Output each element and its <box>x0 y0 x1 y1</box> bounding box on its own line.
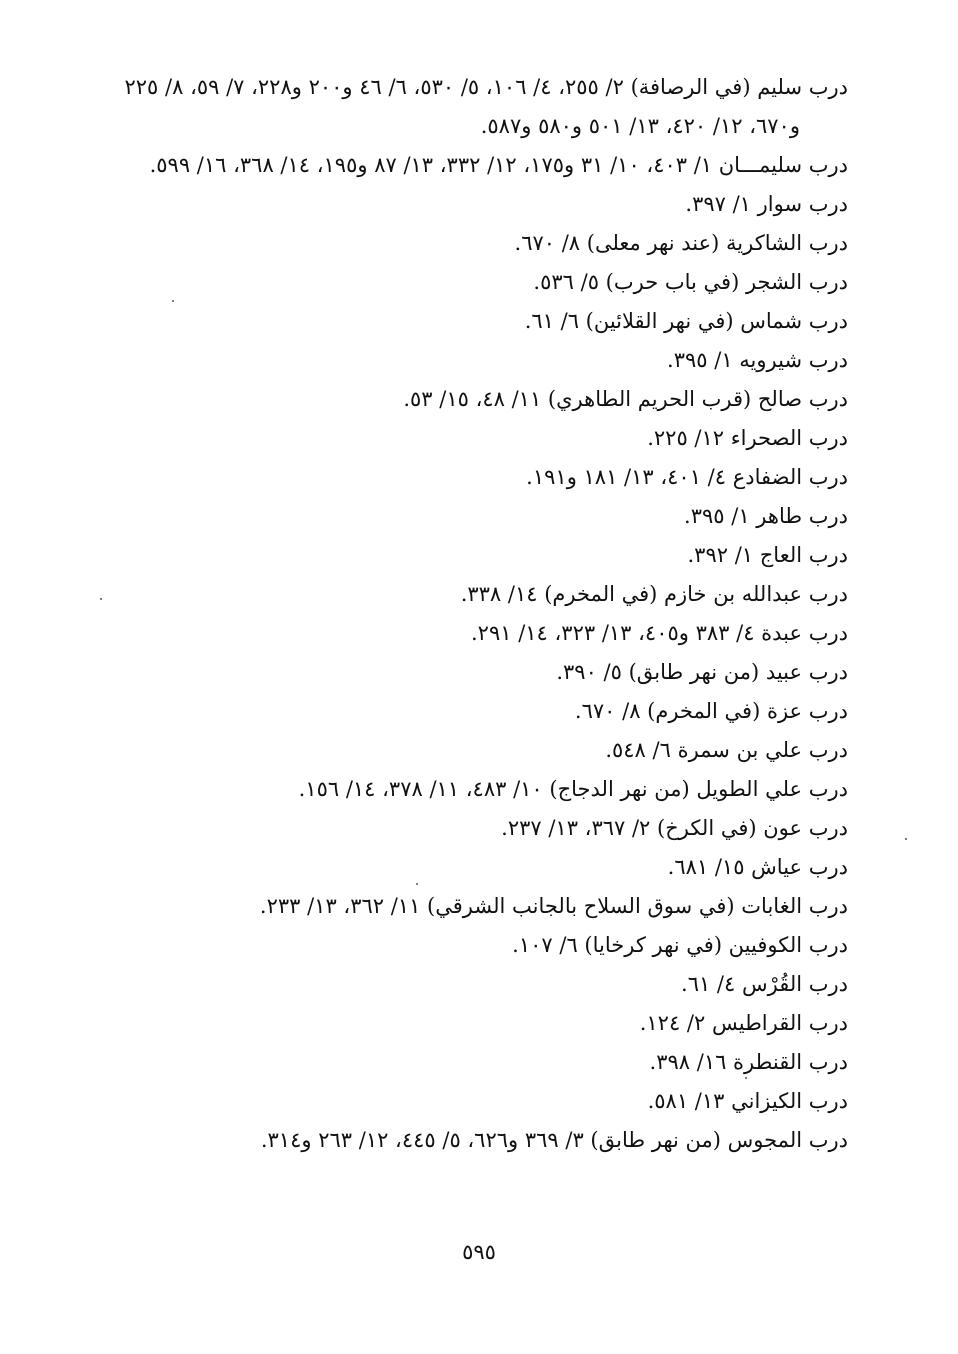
index-entry: درب القُرْس ٤/ ٦١. <box>681 972 848 996</box>
scan-speck <box>100 598 102 600</box>
index-entry: درب الكوفيين (في نهر كرخايا) ٦/ ١٠٧. <box>512 933 848 957</box>
index-entry: درب عبيد (من نهر طابق) ٥/ ٣٩٠. <box>556 660 848 684</box>
index-entry: درب علي بن سمرة ٦/ ٥٤٨. <box>605 738 848 762</box>
index-entry: درب العاج ١/ ٣٩٢. <box>687 543 848 567</box>
index-entry: درب سليم (في الرصافة) ٢/ ٢٥٥، ٤/ ١٠٦، ٥/ ٥٣٠، ٦/ ٤٦ و٢٠٠ و٢٢٨، ٧/ ٥٩، ٨/ ٢٢٥ و٦٧٠، ١٢/ ٤٢٠، ١٣/ ٥٠١ و٥٨٠ و٥٨٧. <box>124 75 848 138</box>
index-entry: درب القنطرة ١٦/ ٣٩٨. <box>649 1050 848 1074</box>
index-entry: درب سليمـــان ١/ ٤٠٣، ١٠/ ٣١ و١٧٥، ١٢/ ٣٣٢، ١٣/ ٨٧ و١٩٥، ١٤/ ٣٦٨، ١٦/ ٥٩٩. <box>149 153 848 177</box>
index-entry: درب المجوس (من نهر طابق) ٣/ ٣٦٩ و٦٢٦، ٥/ ٤٤٥، ١٢/ ٢٦٣ و٣١٤. <box>260 1128 848 1152</box>
index-entry: درب عياش ١٥/ ٦٨١. <box>667 855 848 879</box>
index-entry: درب عون (في الكرخ) ٢/ ٣٦٧، ١٣/ ٢٣٧. <box>501 816 848 840</box>
index-entry: درب القراطيس ٢/ ١٢٤. <box>639 1011 848 1035</box>
index-entry: درب عزة (في المخرم) ٨/ ٦٧٠. <box>574 699 848 723</box>
index-entry: درب الشاكرية (عند نهر معلى) ٨/ ٦٧٠. <box>514 231 848 255</box>
scan-speck <box>905 838 907 840</box>
index-entry: درب صالح (قرب الحريم الطاهري) ١١/ ٤٨، ١٥/ ٥٣. <box>403 387 848 411</box>
index-entry: درب الصحراء ١٢/ ٢٢٥. <box>647 426 848 450</box>
index-entry: درب شيرويه ١/ ٣٩٥. <box>667 348 848 372</box>
scan-speck <box>745 1077 747 1079</box>
index-entry: درب عبدالله بن خازم (في المخرم) ١٤/ ٣٣٨. <box>460 582 848 606</box>
scan-speck <box>172 300 174 302</box>
index-entry: درب طاهر ١/ ٣٩٥. <box>684 504 848 528</box>
index-entry: درب شماس (في نهر القلائين) ٦/ ٦١. <box>524 309 848 333</box>
index-entry: درب الشجر (في باب حرب) ٥/ ٥٣٦. <box>533 270 848 294</box>
page-number: ٥٩٥ <box>462 1240 496 1264</box>
scan-speck <box>416 883 418 885</box>
index-entries <box>108 68 848 1160</box>
index-entry: درب الكيزاني ١٣/ ٥٨١. <box>647 1089 848 1113</box>
index-entry: درب علي الطويل (من نهر الدجاج) ١٠/ ٤٨٣، ١١/ ٣٧٨، ١٤/ ١٥٦. <box>298 777 848 801</box>
index-entry: درب الضفادع ٤/ ٤٠١، ١٣/ ١٨١ و١٩١. <box>526 465 848 489</box>
index-entry: درب الغابات (في سوق السلاح بالجانب الشرقي) ١١/ ٣٦٢، ١٣/ ٢٣٣. <box>259 894 848 918</box>
index-entry: درب سوار ١/ ٣٩٧. <box>685 192 848 216</box>
index-entry: درب عبدة ٤/ ٣٨٣ و٤٠٥، ١٣/ ٣٢٣، ١٤/ ٢٩١. <box>470 621 848 645</box>
